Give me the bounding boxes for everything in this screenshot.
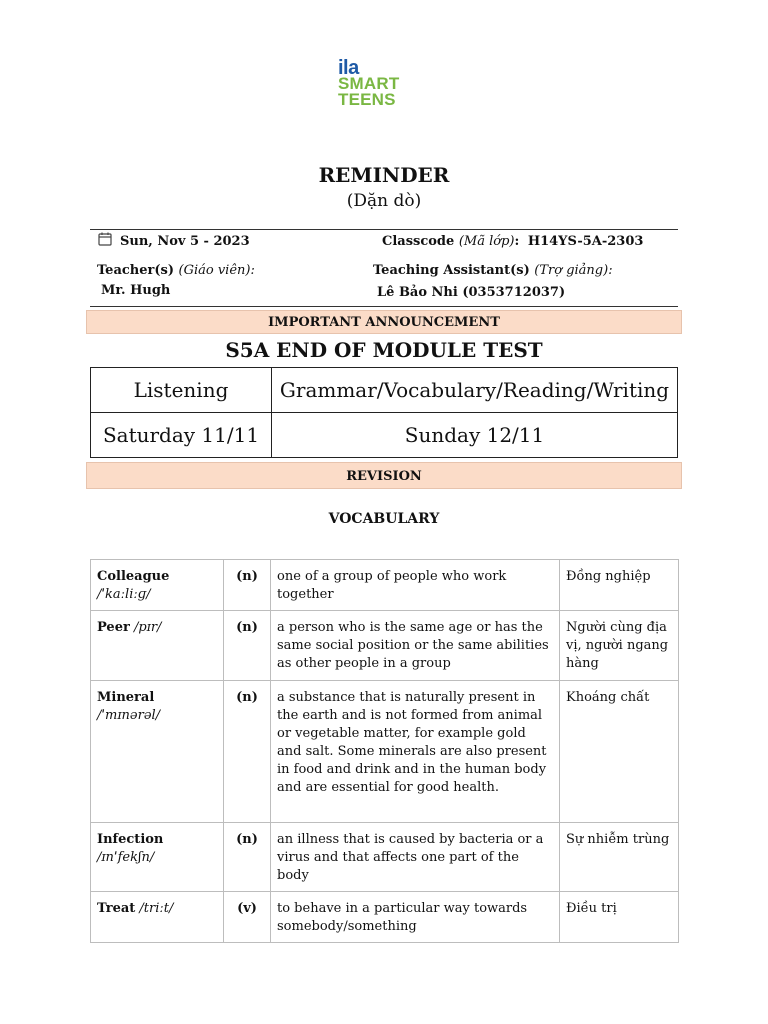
- ta-name: Lê Bảo Nhi (0353712037): [377, 285, 566, 300]
- vocab-word-cell: [91, 560, 224, 611]
- vocab-ipa: /ˈkaːliːɡ/: [97, 587, 151, 602]
- vocab-word: Treat: [97, 901, 136, 916]
- vocab-translation: Điều trị: [560, 892, 679, 943]
- vocabulary-heading: VOCABULARY: [328, 511, 440, 527]
- divider-top: [90, 229, 678, 230]
- teacher-name: Mr. Hugh: [101, 283, 171, 298]
- table-row: [91, 560, 679, 611]
- vocab-definition: a substance that is naturally present in the earth and is not formed from animal or vegetable matter, for example gold and salt. Some minerals are also present in food and drink and in the human body and are essential for good health.: [271, 681, 560, 823]
- vocab-word-cell: [91, 611, 224, 681]
- table-row: [91, 681, 679, 823]
- vocab-part-of-speech: (n): [224, 823, 271, 892]
- vocab-translation: Người cùng địa vị, người ngang hàng: [560, 611, 679, 681]
- ila-smart-teens-logo: [338, 57, 418, 109]
- calendar-icon: [98, 232, 112, 246]
- schedule-date-listening: Saturday 11/11: [91, 413, 272, 458]
- vocab-ipa: /ˈmɪnərəl/: [97, 708, 161, 723]
- schedule-header-listening: Listening: [91, 368, 272, 413]
- classcode-label: Classcode: [382, 234, 455, 249]
- vocab-translation: Đồng nghiệp: [560, 560, 679, 611]
- vocab-ipa: /triːt/: [139, 901, 174, 916]
- page-subtitle: (Dặn dò): [346, 191, 422, 211]
- vocab-ipa: /pɪr/: [133, 620, 162, 635]
- vocab-definition: a person who is the same age or has the same social position or the same abilities as other people in a group: [271, 611, 560, 681]
- announcement-band: IMPORTANT ANNOUNCEMENT: [86, 310, 682, 334]
- test-schedule-table: [90, 367, 678, 458]
- vocab-part-of-speech: (n): [224, 681, 271, 823]
- vocab-translation: Khoáng chất: [560, 681, 679, 823]
- vocab-word-cell: [91, 681, 224, 823]
- revision-band: REVISION: [86, 462, 682, 489]
- ta-label: Teaching Assistant(s): [373, 263, 530, 278]
- vocab-translation: Sự nhiễm trùng: [560, 823, 679, 892]
- logo-line-teens: TEENS: [338, 90, 396, 109]
- divider-bottom: [90, 306, 678, 307]
- table-row: [91, 823, 679, 892]
- vocab-word-cell: [91, 892, 224, 943]
- vocab-word: Peer: [97, 620, 130, 635]
- reminder-date: Sun, Nov 5 - 2023: [120, 234, 250, 249]
- vocabulary-table: [90, 559, 679, 943]
- teacher-label-row: [97, 263, 255, 278]
- vocab-word: Infection: [97, 832, 164, 847]
- page-title: REMINDER: [318, 163, 450, 187]
- schedule-header-grammar: Grammar/Vocabulary/Reading/Writing: [272, 368, 678, 413]
- vocab-word: Colleague: [97, 569, 170, 584]
- table-row: [91, 611, 679, 681]
- table-row: [91, 892, 679, 943]
- classcode-label-vn: (Mã lớp): [458, 234, 515, 249]
- vocab-definition: one of a group of people who work together: [271, 560, 560, 611]
- vocab-part-of-speech: (n): [224, 611, 271, 681]
- vocab-definition: to behave in a particular way towards somebody/something: [271, 892, 560, 943]
- vocab-word-cell: [91, 823, 224, 892]
- vocab-word: Mineral: [97, 690, 155, 705]
- logo-line-ila: ila: [338, 57, 359, 79]
- logo-line-smart: SMART: [338, 74, 400, 93]
- teacher-label: Teacher(s): [97, 263, 174, 278]
- vocab-definition: an illness that is caused by bacteria or a virus and that affects one part of the body: [271, 823, 560, 892]
- vocab-ipa: /ɪnˈfekʃn/: [97, 850, 155, 865]
- classcode-value: H14YS-5A-2303: [527, 234, 644, 249]
- vocab-part-of-speech: (n): [224, 560, 271, 611]
- vocab-part-of-speech: (v): [224, 892, 271, 943]
- classcode-row: Classcode (Mã lớp): H14YS-5A-2303: [382, 234, 644, 249]
- schedule-date-grammar: Sunday 12/11: [272, 413, 678, 458]
- ta-label-vn: (Trợ giảng):: [534, 263, 613, 278]
- teacher-label-vn: (Giáo viên):: [178, 263, 255, 278]
- test-heading: S5A END OF MODULE TEST: [225, 338, 543, 362]
- ta-label-row: [373, 263, 613, 278]
